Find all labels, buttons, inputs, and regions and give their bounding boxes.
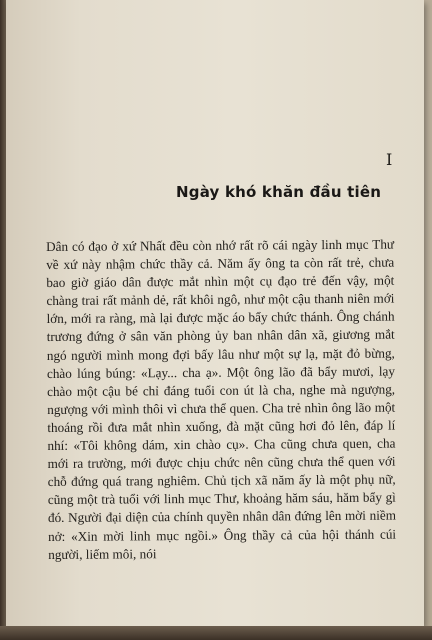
body-paragraph: Dân có đạo ở xứ Nhất đều còn nhớ rất rõ cái ngày linh mục Thư về xứ này nhậm chức thầy cả. Năm ấy ông ta còn rất trẻ, chưa bao giờ giáo dân được mắt nhìn một cụ đạo trẻ đến vậy, một chàng trai rất mảnh dẻ, rất khôi ngô, như một cậu thanh niên mới lớn, mới ra ràng, mà lại được mặc áo bẩy chức thánh. Ông chánh trương đứng ở sân văn phòng ủy ban nhân dân xã, giương mắt ngó người mình mong đợi bấy lâu như một sự lạ, mặt đỏ bừng, chào lúng búng: «Lạy... cha ạ». Một ông lão đã bẩy mươi, lạy chào một cậu bé chỉ đáng tuổi con út là cha, nghe mà ngượng, ngượng với mình thôi vì chưa thể quen. Cha trẻ nhìn ông lão một thoáng rồi đưa mắt nhìn xuống, đà mặt cũng hơi đỏ lên, đáp lí nhí: «Tôi không dám, xin chào cụ». Cha cũng chưa quen, cha mới ra trường, mới được chịu chức nên cũng chưa thể quen với chỗ đứng quá trang nghiêm. Chủ tịch xã năm ấy là một phụ nữ, cũng một trà tuổi với linh mục Thư, khoảng hăm sáu, hăm bẩy gì đó. Người đại diện của chính quyền nhân dân đứng lên mời niềm nở: «Xin mời linh mục ngồi.» Ông thầy cả của hội thánh cúi người, liếm môi, nói <box>46 236 397 562</box>
chapter-title: Ngày khó khăn đầu tiên <box>176 183 382 201</box>
chapter-number: I <box>386 150 393 169</box>
page-bottom-shadow <box>0 626 432 640</box>
book-page <box>6 0 424 626</box>
